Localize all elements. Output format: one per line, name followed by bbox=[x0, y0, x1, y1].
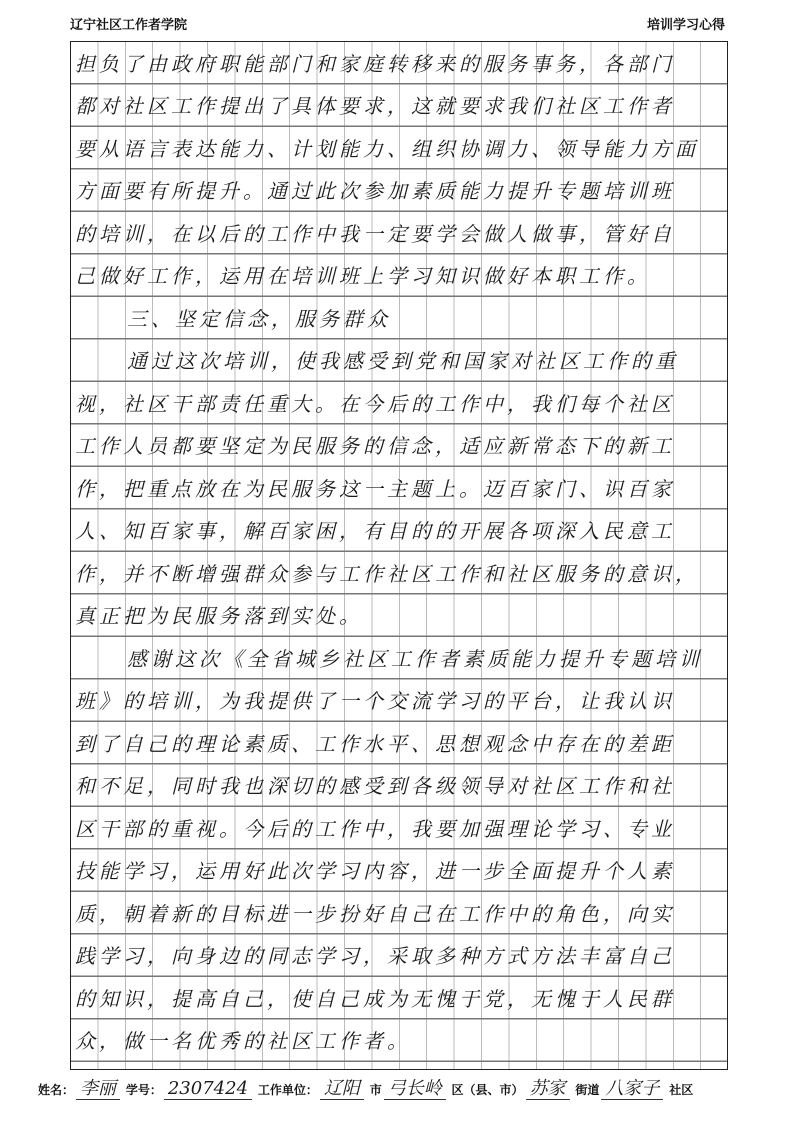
handwriting-sheet bbox=[70, 41, 728, 1070]
text-line: 真正把为民服务落到实处。 bbox=[75, 604, 363, 628]
city-suffix: 市 bbox=[369, 1083, 382, 1097]
name-label: 姓名： bbox=[38, 1083, 75, 1097]
unit-label: 工作单位： bbox=[257, 1083, 318, 1097]
text-line: 视，社区干部责任重大。在今后的工作中，我们每个社区 bbox=[75, 392, 675, 416]
text-line: 工作人员都要坚定为民服务的信念，适应新常态下的新工 bbox=[75, 434, 675, 458]
text-line: 践学习，向身边的同志学习，采取多种方式方法丰富自己 bbox=[75, 944, 675, 968]
street-suffix: 街道 bbox=[575, 1083, 600, 1097]
text-line: 都对社区工作提出了具体要求，这就要求我们社区工作者 bbox=[75, 94, 675, 118]
street-value: 苏家 bbox=[526, 1078, 570, 1100]
city-value: 辽阳 bbox=[320, 1078, 364, 1100]
text-line: 感谢这次《全省城乡社区工作者素质能力提升专题培训 bbox=[127, 647, 703, 671]
text-line: 方面要有所提升。通过此次参加素质能力提升专题培训班 bbox=[75, 179, 675, 203]
id-label: 学号： bbox=[125, 1083, 162, 1097]
district-value: 弓长岭 bbox=[384, 1078, 446, 1100]
text-line: 的知识，提高自己，使自己成为无愧于党，无愧于人民群 bbox=[75, 987, 675, 1011]
community-suffix: 社区 bbox=[669, 1083, 694, 1097]
text-line: 作，并不断增强群众参与工作社区工作和社区服务的意识， bbox=[75, 562, 699, 586]
name-value: 李丽 bbox=[76, 1078, 120, 1100]
text-line: 要从语言表达能力、计划能力、组织协调力、领导能力方面 bbox=[75, 137, 699, 161]
text-line: 班》的培训，为我提供了一个交流学习的平台，让我认识 bbox=[75, 689, 675, 713]
text-line: 己做好工作，运用在培训班上学习知识做好本职工作。 bbox=[75, 264, 651, 288]
institution-name: 辽宁社区工作者学院 bbox=[70, 18, 188, 33]
text-line: 人、知百家事，解百家困，有目的的开展各项深入民意工 bbox=[75, 519, 675, 543]
text-line: 的培训，在以后的工作中我一定要学会做人做事，管好自 bbox=[75, 222, 675, 246]
page-header bbox=[70, 10, 725, 34]
text-line: 区干部的重视。今后的工作中，我要加强理论学习、专业 bbox=[75, 817, 675, 841]
text-line: 质，朝着新的目标进一步扮好自己在工作中的角色，向实 bbox=[75, 902, 675, 926]
text-line: 通过这次培训，使我感受到党和国家对社区工作的重 bbox=[127, 349, 679, 373]
text-line: 和不足，同时我也深切的感受到各级领导对社区工作和社 bbox=[75, 774, 675, 798]
text-line: 技能学习，运用好此次学习内容，进一步全面提升个人素 bbox=[75, 859, 675, 883]
district-suffix: 区（县、市） bbox=[451, 1083, 524, 1097]
document-type: 培训学习心得 bbox=[646, 18, 725, 33]
signature-footer bbox=[38, 1074, 759, 1104]
text-line: 到了自己的理论素质、工作水平、思想观念中存在的差距 bbox=[75, 732, 675, 756]
community-value: 八家子 bbox=[601, 1078, 663, 1100]
text-line: 担负了由政府职能部门和家庭转移来的服务事务，各部门 bbox=[75, 52, 675, 76]
id-value: 2307424 bbox=[164, 1078, 252, 1100]
text-line: 众，做一名优秀的社区工作者。 bbox=[75, 1029, 411, 1053]
section-heading: 三、坚定信念，服务群众 bbox=[127, 307, 391, 331]
text-line: 作，把重点放在为民服务这一主题上。迈百家门、识百家 bbox=[75, 477, 675, 501]
